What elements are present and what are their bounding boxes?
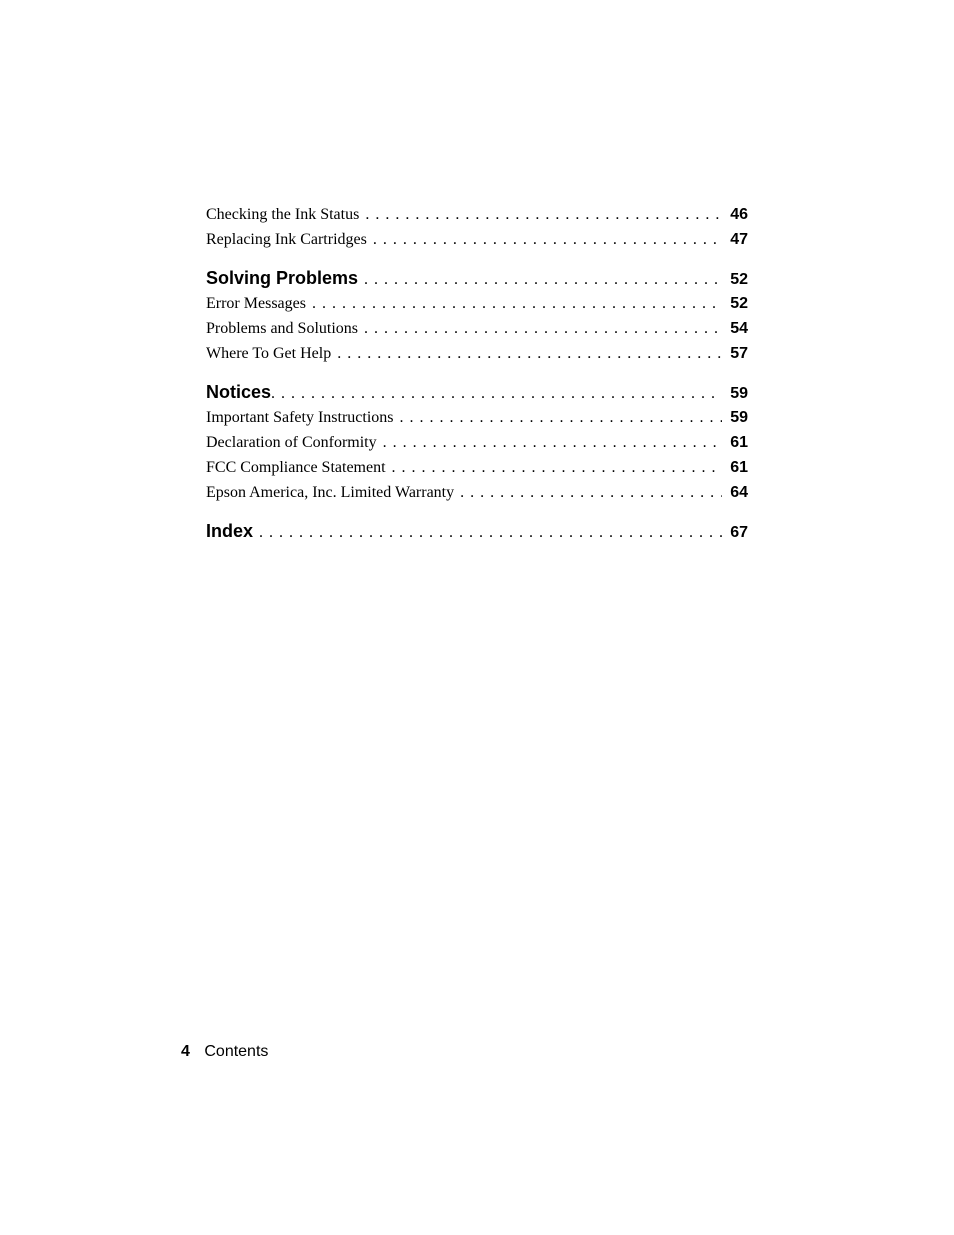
toc-entry-error-messages[interactable] <box>206 291 748 316</box>
dot-leader <box>253 520 722 544</box>
toc-entry-title: Checking the Ink Status <box>206 206 360 223</box>
toc-entry-page: 46 <box>730 206 748 223</box>
toc-entry-fcc-compliance-statement[interactable] <box>206 455 748 480</box>
toc-entry-page: 47 <box>730 231 748 248</box>
toc-chapter-index[interactable] <box>206 519 748 544</box>
toc-entry-page: 59 <box>730 409 748 426</box>
toc-entry-where-to-get-help[interactable] <box>206 341 748 366</box>
dot-leader <box>271 381 722 405</box>
toc-entry-page: 54 <box>730 320 748 337</box>
dot-leader <box>306 291 722 316</box>
toc-entry-page: 67 <box>730 524 748 541</box>
toc-entry-page: 61 <box>730 459 748 476</box>
dot-leader <box>331 341 722 366</box>
footer-section-label: Contents <box>204 1043 269 1060</box>
section-gap <box>206 252 748 266</box>
dot-leader <box>367 227 722 252</box>
toc-chapter-solving-problems[interactable] <box>206 266 748 291</box>
toc-chapter-title: Solving Problems <box>206 268 359 288</box>
toc-entry-limited-warranty[interactable] <box>206 480 748 505</box>
dot-leader <box>394 405 722 430</box>
toc-entry-title: Replacing Ink Cartridges <box>206 231 367 248</box>
toc-entry-checking-ink-status[interactable] <box>206 202 748 227</box>
page-footer <box>181 1042 268 1062</box>
toc-entry-title: Error Messages <box>206 295 306 312</box>
toc-entry-page: 64 <box>730 484 748 501</box>
toc-entry-declaration-of-conformity[interactable] <box>206 430 748 455</box>
dot-leader <box>359 202 722 227</box>
dot-leader <box>358 316 722 341</box>
page-number: 4 <box>181 1043 190 1060</box>
dot-leader <box>386 455 722 480</box>
toc-entry-replacing-ink-cartridges[interactable] <box>206 227 748 252</box>
toc-entry-title: Declaration of Conformity <box>206 434 377 451</box>
toc-entry-page: 57 <box>730 345 748 362</box>
toc-entry-page: 52 <box>730 271 748 288</box>
toc-entry-problems-and-solutions[interactable] <box>206 316 748 341</box>
toc-chapter-title: Index <box>206 521 254 541</box>
toc-chapter-title: Notices <box>206 382 272 402</box>
toc-entry-important-safety-instructions[interactable] <box>206 405 748 430</box>
toc-entry-title: FCC Compliance Statement <box>206 459 386 476</box>
toc-entry-title: Epson America, Inc. Limited Warranty <box>206 484 455 501</box>
toc-entry-title: Problems and Solutions <box>206 320 359 337</box>
table-of-contents <box>206 202 748 544</box>
toc-entry-page: 61 <box>730 434 748 451</box>
toc-entry-page: 52 <box>730 295 748 312</box>
toc-entry-title: Where To Get Help <box>206 345 332 362</box>
dot-leader <box>358 267 722 291</box>
toc-entry-page: 59 <box>730 385 748 402</box>
section-gap <box>206 366 748 380</box>
toc-chapter-notices[interactable] <box>206 380 748 405</box>
dot-leader <box>377 430 722 455</box>
toc-entry-title: Important Safety Instructions <box>206 409 394 426</box>
section-gap <box>206 505 748 519</box>
dot-leader <box>454 480 722 505</box>
